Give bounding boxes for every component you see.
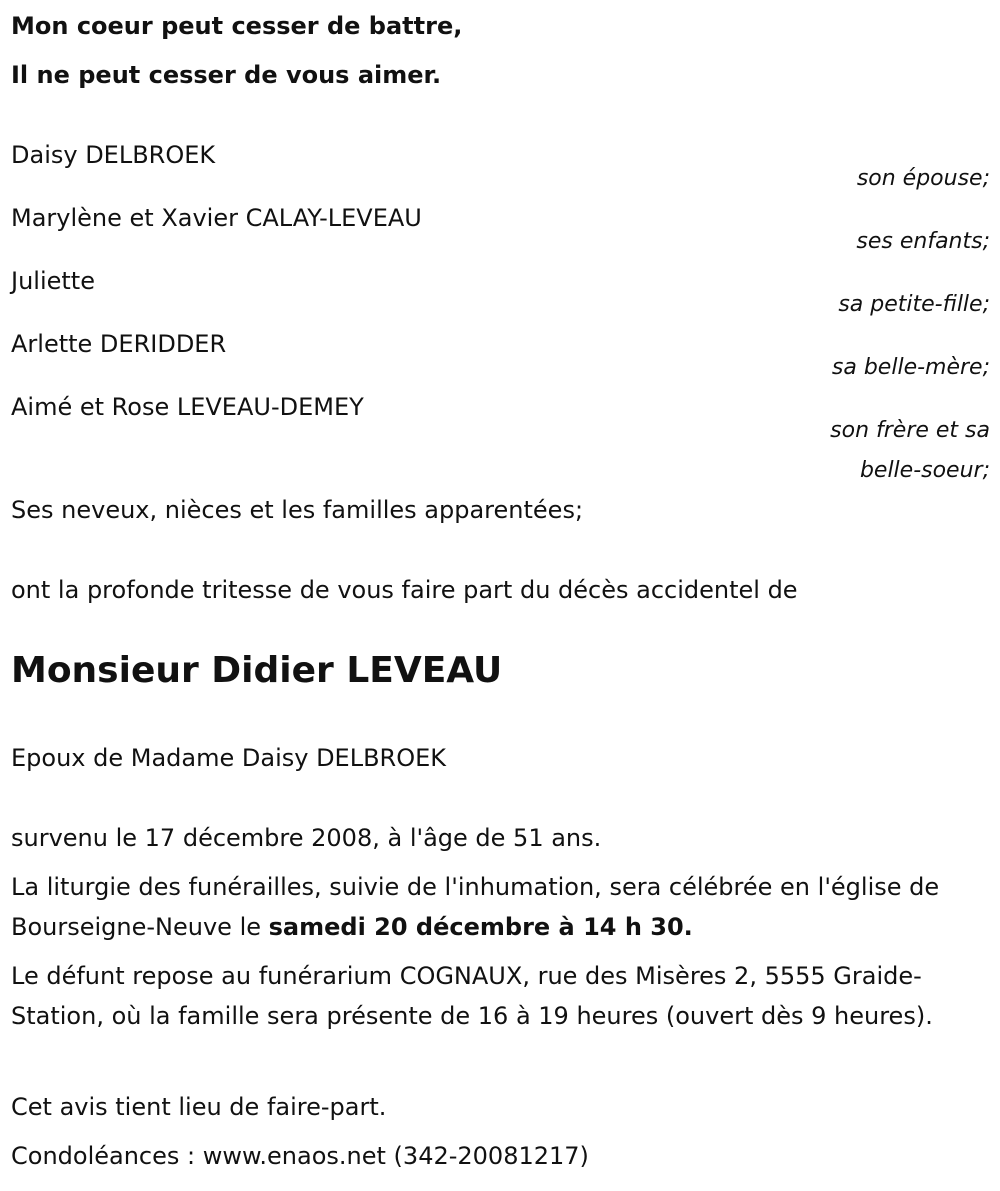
extended-family: Ses neveux, nièces et les familles apparentées; <box>11 496 584 524</box>
notice-line: Cet avis tient lieu de faire-part. <box>11 1093 387 1121</box>
funeral-text: La liturgie des funérailles, suivie de l'inhumation, sera célébrée en l'église de Bourseigne-Neuve le <box>11 873 940 941</box>
funeral-datetime: samedi 20 décembre à 14 h 30. <box>268 913 693 941</box>
family-member-name: Juliette <box>11 267 95 295</box>
family-member-relation: belle-soeur; <box>859 458 990 483</box>
viewing-details: Le défunt repose au funérarium COGNAUX, rue des Misères 2, 5555 Graide-Station, où la famille sera présente de 16 à 19 heures (ouvert dès 9 heures). <box>11 962 933 1030</box>
funeral-details <box>11 867 986 947</box>
family-member-name: Arlette DERIDDER <box>11 330 227 358</box>
family-member-relation: sa belle-mère; <box>831 355 990 380</box>
verse-line-2: Il ne peut cesser de vous aimer. <box>11 61 442 89</box>
family-member-relation: son épouse; <box>856 166 990 191</box>
family-member-relation: ses enfants; <box>856 229 990 254</box>
spouse-line: Epoux de Madame Daisy DELBROEK <box>11 744 447 772</box>
death-info: survenu le 17 décembre 2008, à l'âge de 51 ans. <box>11 824 602 852</box>
announcement-text: ont la profonde tritesse de vous faire part du décès accidentel de <box>11 576 798 604</box>
deceased-name: Monsieur Didier LEVEAU <box>11 650 503 691</box>
family-member-relation: son frère et sa <box>830 418 990 443</box>
family-member-relation: sa petite-fille; <box>838 292 990 317</box>
condolences-line: Condoléances : www.enaos.net (342-20081217) <box>11 1142 589 1170</box>
family-member-name: Aimé et Rose LEVEAU-DEMEY <box>11 393 364 421</box>
verse-line-1: Mon coeur peut cesser de battre, <box>11 12 463 40</box>
family-member-name: Daisy DELBROEK <box>11 141 216 169</box>
family-member-name: Marylène et Xavier CALAY-LEVEAU <box>11 204 422 232</box>
